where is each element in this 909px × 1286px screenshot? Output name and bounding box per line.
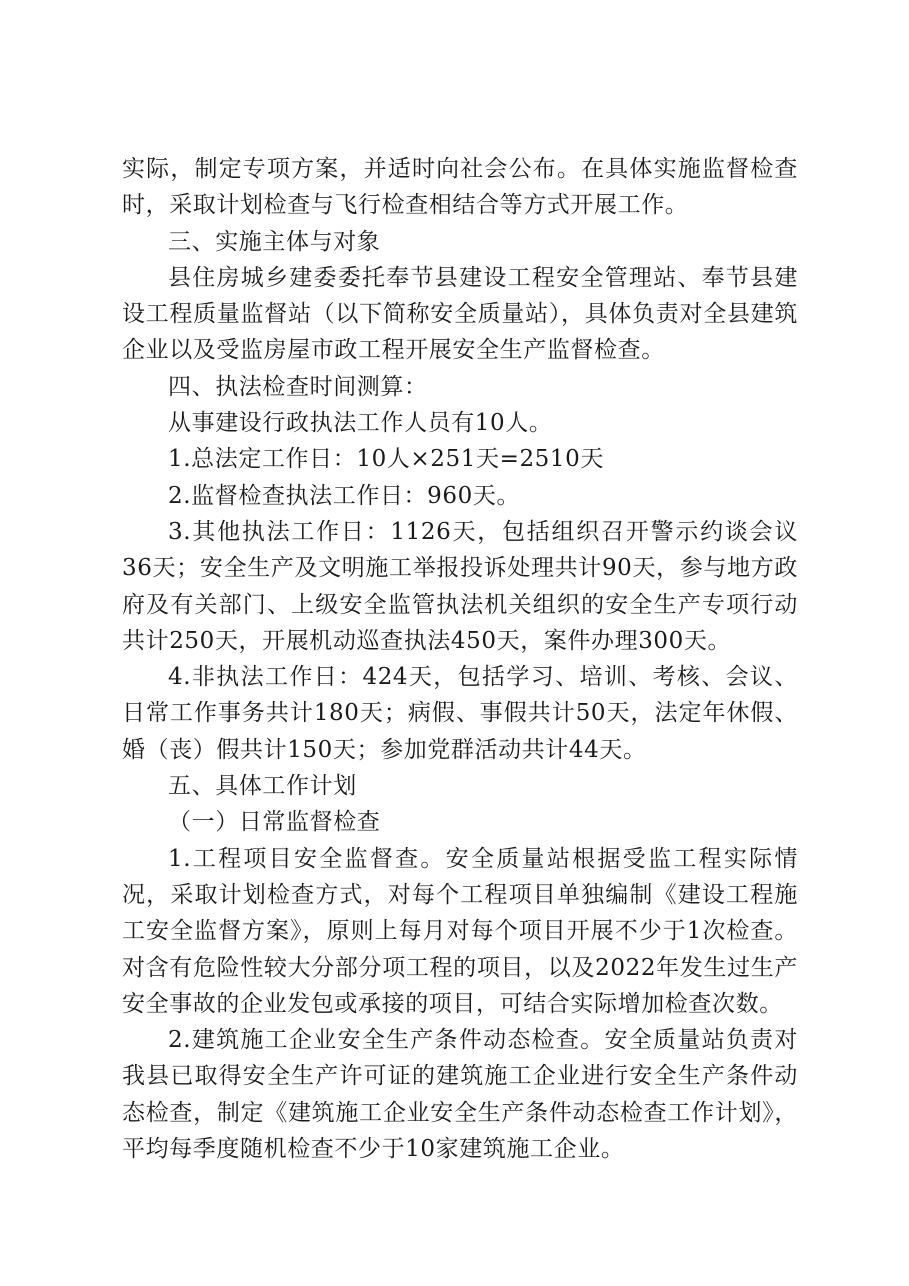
- paragraph: 从事建设行政执法工作人员有10人。: [168, 410, 553, 437]
- paragraph: 县住房城乡建委委托奉节县建设工程安全管理站、奉节县建设工程质量监督站（以下简称安全质量站），具体负责对全县建筑企业以及受监房屋市政工程开展安全生产监督检查。: [122, 264, 798, 364]
- list-item: 4.非执法工作日：424天，包括学习、培训、考核、会议、日常工作事务共计180天；病假、事假共计50天，法定年休假、婚（丧）假共计150天；参加党群活动共计44天。: [122, 664, 798, 763]
- section-heading-4: 四、执法检查时间测算：: [168, 373, 428, 400]
- document-body: [122, 151, 798, 1167]
- list-item: 1.工程项目安全监督查。安全质量站根据受监工程实际情况，采取计划检查方式，对每个工程项目单独编制《建设工程施工安全监督方案》，原则上每月对每个项目开展不少于1次检查。对含有危险性较大分部分项工程的项目，以及2022年发生过生产安全事故的企业发包或承接的项目，可结合实际增加检查次数。: [122, 845, 798, 1017]
- list-item: 2.建筑施工企业安全生产条件动态检查。安全质量站负责对我县已取得安全生产许可证的建筑施工企业进行安全生产条件动态检查，制定《建筑施工企业安全生产条件动态检查工作计划》，平均每季度随机检查不少于10家建筑施工企业。: [122, 1027, 798, 1163]
- section-heading-5: 五、具体工作计划: [168, 773, 357, 800]
- section-heading-3: 三、实施主体与对象: [168, 228, 381, 255]
- subsection-heading: （一）日常监督检查: [168, 809, 381, 836]
- list-item: 2.监督检查执法工作日：960天。: [168, 482, 521, 509]
- list-item: 3.其他执法工作日：1126天，包括组织召开警示约谈会议36天；安全生产及文明施工举报投诉处理共计90天，参与地方政府及有关部门、上级安全监管执法机关组织的安全生产专项行动共计250天，开展机动巡查执法450天，案件办理300天。: [122, 518, 798, 654]
- list-item: 1.总法定工作日：10人×251天=2510天: [168, 446, 604, 473]
- paragraph-continuation: 实际，制定专项方案，并适时向社会公布。在具体实施监督检查时，采取计划检查与飞行检查相结合等方式开展工作。: [122, 156, 798, 219]
